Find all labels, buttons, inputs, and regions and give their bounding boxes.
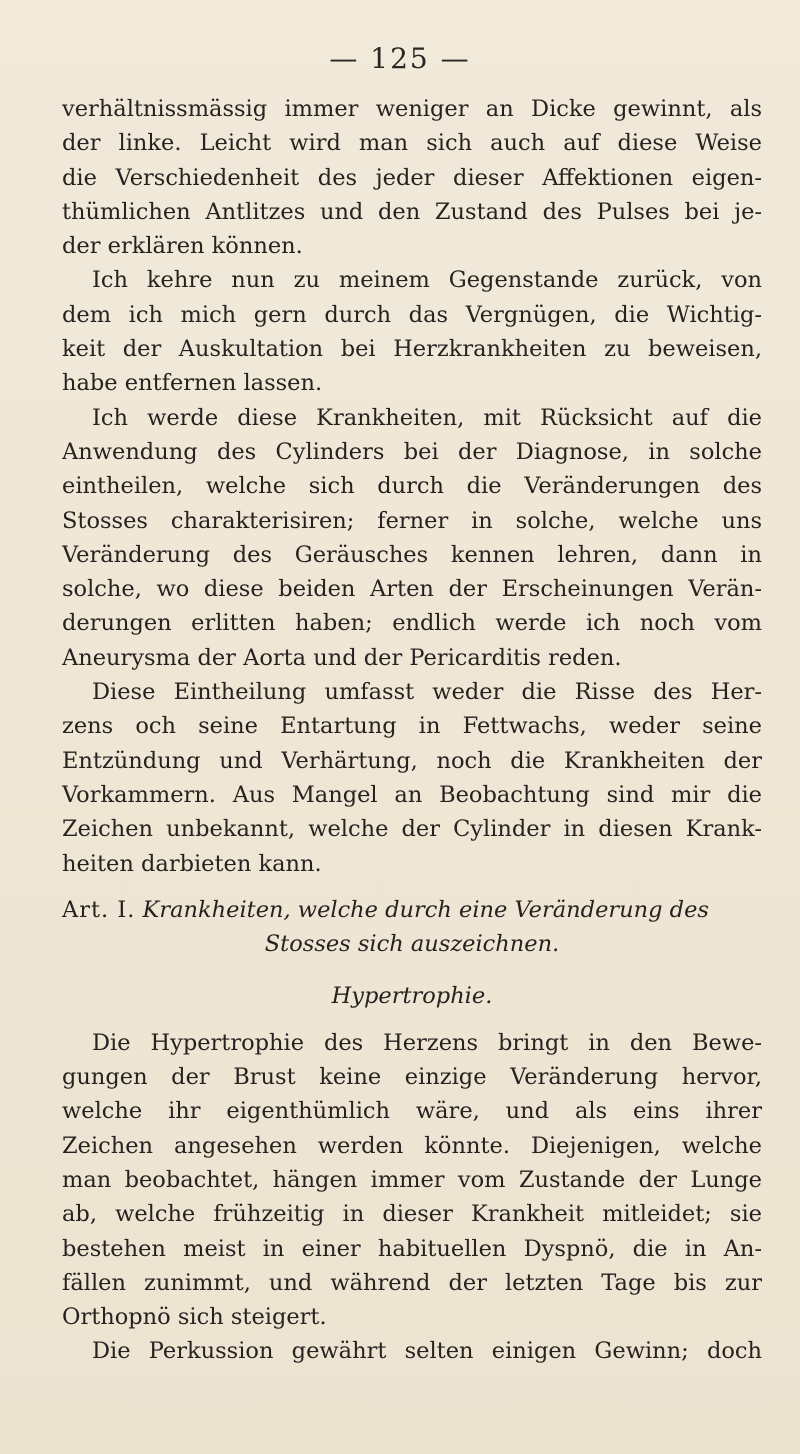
text-line: Orthopnö sich steigert. [62,1304,327,1331]
text-line: Diese Eintheilung umfasst weder die Risse des Her- [92,679,762,706]
body-text [62,92,762,1369]
text-line: eintheilen, welche sich durch die Veränderungen des [62,473,762,500]
article-heading [62,893,762,927]
text-line: Vorkammern. Aus Mangel an Beobachtung sind mir die [62,781,762,808]
text-line: fällen zunimmt, und während der letzten Tage bis zur [62,1269,762,1296]
text-line: verhältnissmässig immer weniger an Dicke gewinnt, als [62,96,762,122]
section-subheading: Hypertrophie. [331,983,493,1010]
text-line: bestehen meist in einer habituellen Dyspnö, die in An- [62,1235,762,1262]
text-line: Die Perkussion gewährt selten einigen Gewinn; doch [92,1338,762,1365]
text-line: derungen erlitten haben; endlich werde ich noch vom [62,610,762,637]
text-line: zens och seine Entartung in Fettwachs, weder seine [62,713,762,740]
text-line: dem ich mich gern durch das Vergnügen, die Wichtig- [62,301,762,328]
text-line: Ich werde diese Krankheiten, mit Rücksicht auf die [92,404,762,431]
text-line: Die Hypertrophie des Herzens bringt in den Bewe- [92,1029,762,1056]
text-line: welche ihr eigenthümlich wäre, und als eins ihrer [62,1098,762,1125]
text-line: ab, welche frühzeitig in dieser Krankheit mitleidet; sie [62,1201,762,1228]
text-line: Ich kehre nun zu meinem Gegenstande zurück, von [92,267,762,294]
text-line: Anwendung des Cylinders bei der Diagnose, in solche [62,438,762,465]
text-line: keit der Auskultation bei Herzkrankheiten zu beweisen, [62,336,762,363]
text-line: Entzündung und Verhärtung, noch die Krankheiten der [62,747,762,774]
article-title-line1: Krankheiten, welche durch eine Veränderung des [142,896,709,923]
article-title-line2: Stosses sich auszeichnen. [264,931,560,958]
text-line: thümlichen Antlitzes und den Zustand des Pulses bei je- [62,198,762,225]
article-label: Art. I. [62,896,136,923]
text-line: Veränderung des Geräusches kennen lehren, dann in [62,541,762,568]
text-line: man beobachtet, hängen immer vom Zustande der Lunge [62,1166,762,1193]
text-line: heiten darbieten kann. [62,850,322,877]
text-line: gungen der Brust keine einzige Veränderung hervor, [62,1064,762,1091]
text-line: Zeichen angesehen werden könnte. Diejenigen, welche [62,1132,762,1159]
text-line: der erklären können. [62,233,303,260]
text-line: Stosses charakterisiren; ferner in solche, welche uns [62,507,762,534]
text-line: Aneurysma der Aorta und der Pericarditis reden. [62,644,622,671]
text-line: die Verschiedenheit des jeder dieser Affektionen eigen- [62,164,762,191]
page-number: — 125 — [329,42,471,75]
text-line: Zeichen unbekannt, welche der Cylinder in diesen Krank- [62,816,762,843]
text-line: habe entfernen lassen. [62,370,323,397]
text-line: der linke. Leicht wird man sich auch auf diese Weise [62,130,762,157]
text-line: solche, wo diese beiden Arten der Erscheinungen Verän- [62,576,762,603]
